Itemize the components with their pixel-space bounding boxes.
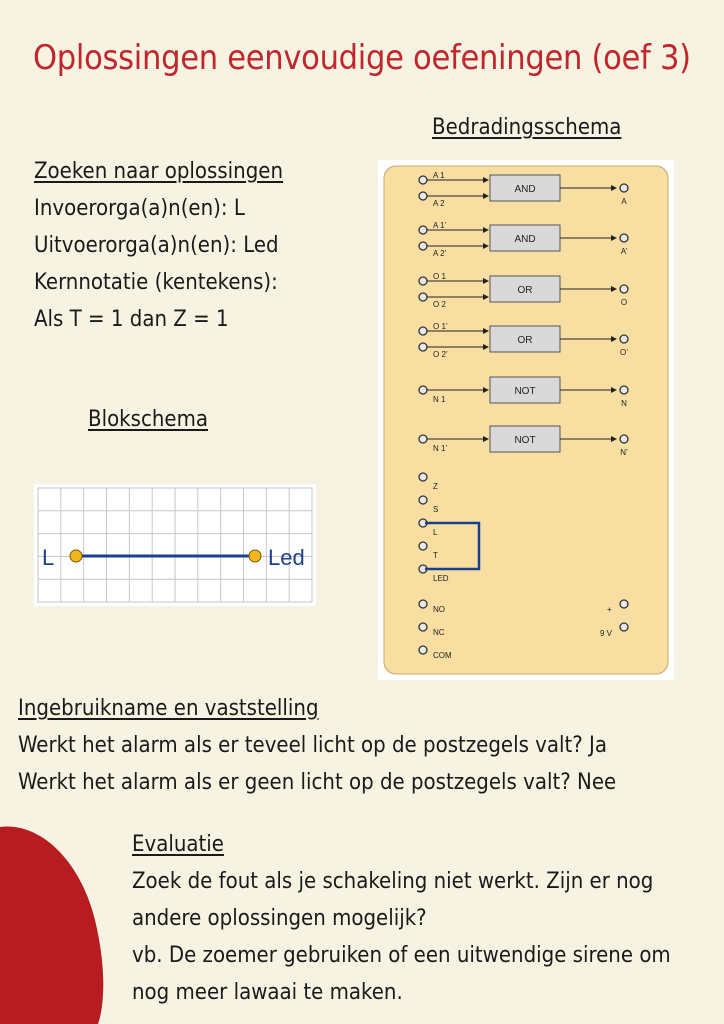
input-terminal[interactable]	[419, 435, 427, 443]
blokschema-input-node	[70, 550, 82, 562]
terminal-label: T	[433, 551, 438, 560]
relay-terminal-nc[interactable]	[419, 623, 427, 631]
input-terminal[interactable]	[419, 293, 427, 301]
relay-terminal-no[interactable]	[419, 600, 427, 608]
blokschema-input-label: L	[42, 545, 55, 570]
blokschema-section	[88, 402, 208, 437]
input-terminal[interactable]	[419, 277, 427, 285]
terminal-label: LED	[433, 574, 449, 583]
power-9v-terminal[interactable]	[620, 623, 628, 631]
zoeken-line: Uitvoerorga(a)n(en): Led	[34, 233, 279, 258]
blokschema-diagram	[34, 484, 316, 606]
gate-input-label: A 2’	[433, 249, 447, 258]
terminal-label: Z	[433, 482, 438, 491]
output-terminal[interactable]	[620, 285, 628, 293]
ingebruikname-section	[18, 690, 616, 801]
power-plus-label: +	[607, 605, 612, 614]
gate-input-label: N 1’	[433, 444, 448, 453]
zoeken-line: Als T = 1 dan Z = 1	[34, 307, 229, 332]
gate-input-label: A 1’	[433, 221, 447, 230]
bedrading-heading: Bedradingsschema	[432, 115, 622, 140]
terminal-z[interactable]	[419, 473, 427, 481]
evaluatie-heading: Evaluatie	[132, 832, 224, 857]
power-plus-terminal[interactable]	[620, 600, 628, 608]
gate-output-label: O	[620, 298, 628, 307]
gate-input-label: O 1	[433, 272, 446, 281]
gate-label: NOT	[514, 386, 536, 397]
ingebruikname-line: Werkt het alarm als er teveel licht op de postzegels valt? Ja	[18, 733, 608, 758]
output-terminal[interactable]	[620, 184, 628, 192]
relay-terminal-label: COM	[433, 651, 452, 660]
gate-input-label: N 1	[433, 395, 446, 404]
zoeken-line: Invoerorga(a)n(en): L	[34, 196, 245, 221]
gate-output-label: N	[621, 399, 627, 408]
evaluatie-line: Zoek de fout als je schakeling niet werkt. Zijn er nog	[132, 869, 654, 894]
blokschema-heading: Blokschema	[88, 407, 208, 432]
terminal-t[interactable]	[419, 542, 427, 550]
gate-input-label: O 2’	[433, 350, 448, 359]
gate-input-label: A 2	[433, 199, 445, 208]
input-terminal[interactable]	[419, 242, 427, 250]
gate-output-label: A’	[620, 247, 628, 256]
gate-label: NOT	[514, 435, 536, 446]
gate-label: AND	[514, 184, 536, 195]
zoeken-section	[34, 153, 283, 338]
input-terminal[interactable]	[419, 176, 427, 184]
relay-terminal-label: NO	[433, 605, 445, 614]
terminal-s[interactable]	[419, 496, 427, 504]
terminal-label: S	[433, 505, 439, 514]
input-terminal[interactable]	[419, 327, 427, 335]
input-terminal[interactable]	[419, 192, 427, 200]
evaluatie-line: vb. De zoemer gebruiken of een uitwendige sirene om	[132, 943, 671, 968]
gate-label: AND	[514, 234, 536, 245]
input-terminal[interactable]	[419, 343, 427, 351]
output-terminal[interactable]	[620, 435, 628, 443]
bedrading-section	[432, 110, 621, 145]
gate-label: OR	[517, 285, 533, 296]
gate-output-label: O’	[620, 348, 628, 357]
input-terminal[interactable]	[419, 226, 427, 234]
relay-terminal-label: NC	[433, 628, 445, 637]
bedradingsschema-diagram	[378, 160, 674, 680]
output-terminal[interactable]	[620, 386, 628, 394]
ingebruikname-line: Werkt het alarm als er geen licht op de postzegels valt? Nee	[18, 770, 617, 795]
gate-output-label: N’	[620, 448, 628, 457]
gate-input-label: O 1’	[433, 322, 448, 331]
evaluatie-line: andere oplossingen mogelijk?	[132, 906, 427, 931]
gate-label: OR	[517, 335, 533, 346]
gate-output-label: A	[621, 197, 627, 206]
blokschema-output-node	[249, 550, 261, 562]
evaluatie-section	[132, 826, 671, 1011]
relay-terminal-com[interactable]	[419, 646, 427, 654]
evaluatie-line: nog meer lawaai te maken.	[132, 980, 403, 1005]
output-terminal[interactable]	[620, 234, 628, 242]
gate-input-label: A 1	[433, 171, 445, 180]
output-terminal[interactable]	[620, 335, 628, 343]
power-voltage-label: 9 V	[600, 629, 613, 638]
terminal-label: L	[433, 528, 438, 537]
ingebruikname-heading: Ingebruikname en vaststelling	[18, 696, 319, 721]
zoeken-line: Kernnotatie (kentekens):	[34, 270, 278, 295]
zoeken-heading: Zoeken naar oplossingen	[34, 159, 284, 184]
page-title: Oplossingen eenvoudige oefeningen (oef 3)	[33, 38, 691, 78]
blokschema-output-label: Led	[268, 545, 305, 570]
input-terminal[interactable]	[419, 386, 427, 394]
gate-input-label: O 2	[433, 300, 446, 309]
